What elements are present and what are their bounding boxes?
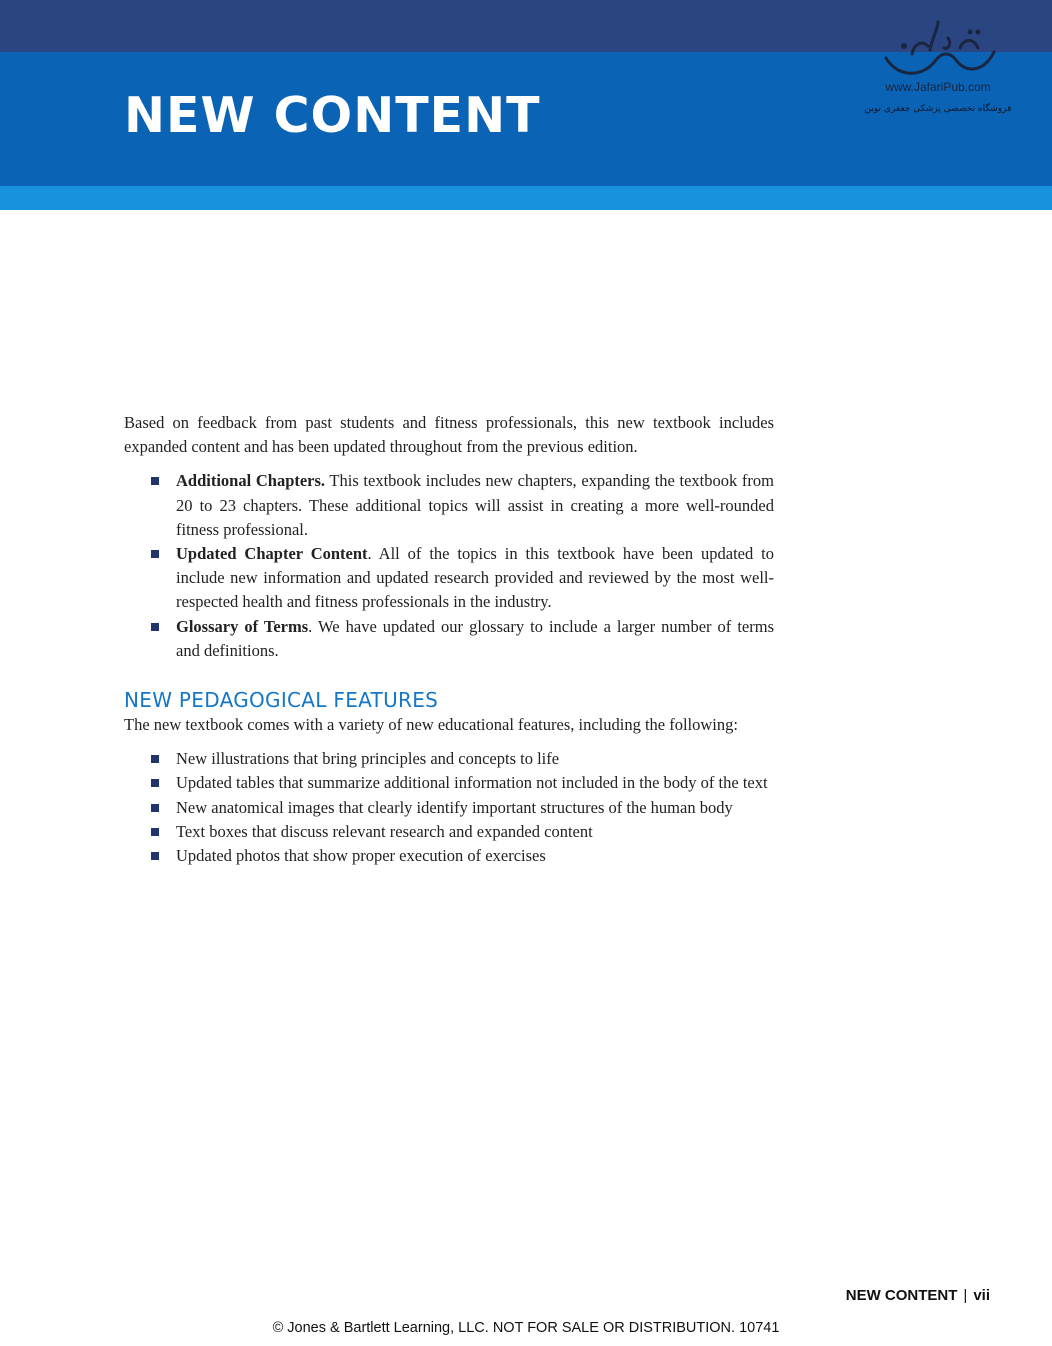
bullet-square-icon bbox=[151, 804, 159, 812]
jafari-calligraphy-logo-icon bbox=[878, 18, 998, 80]
list-item bbox=[176, 796, 774, 820]
page-title: NEW CONTENT bbox=[124, 87, 541, 144]
section-heading: NEW PEDAGOGICAL FEATURES bbox=[124, 688, 439, 713]
footer-section-name: NEW CONTENT bbox=[845, 1287, 958, 1304]
bullet-square-icon bbox=[151, 623, 159, 631]
feature-text: New illustrations that bring principles and concepts to life bbox=[176, 749, 560, 769]
item-text: . All of the topics in this textbook have been updated to include new information and updated research provided and reviewed by the most well-respected health and fitness professionals in the industry. bbox=[176, 544, 774, 612]
list-item bbox=[176, 747, 774, 771]
feature-text: Updated photos that show proper execution of exercises bbox=[176, 846, 546, 866]
bullet-square-icon bbox=[151, 550, 159, 558]
list-item bbox=[176, 771, 774, 795]
bullet-square-icon bbox=[151, 779, 159, 787]
features-list bbox=[124, 747, 774, 868]
publisher-subtitle: فروشگاه تخصصی پزشکی جعفری نوین bbox=[864, 104, 1012, 114]
item-title: Additional Chapters. bbox=[176, 471, 326, 491]
running-footer bbox=[846, 1287, 990, 1304]
bullet-square-icon bbox=[151, 852, 159, 860]
list-item bbox=[176, 820, 774, 844]
feature-text: Text boxes that discuss relevant research and expanded content bbox=[176, 821, 593, 841]
main-content bbox=[124, 411, 774, 868]
feature-text: New anatomical images that clearly identify important structures of the human body bbox=[176, 797, 733, 817]
copyright-notice: © Jones & Bartlett Learning, LLC. NOT FOR SALE OR DISTRIBUTION. 10741 bbox=[272, 1320, 780, 1336]
list-item bbox=[176, 469, 774, 542]
intro-paragraph: Based on feedback from past students and fitness professionals, this new textbook includes expanded content and has been updated throughout from the previous edition. bbox=[124, 413, 774, 457]
item-title: Glossary of Terms bbox=[176, 616, 309, 636]
page-number: vii bbox=[973, 1287, 990, 1304]
list-item bbox=[176, 542, 774, 615]
features-intro: The new textbook comes with a variety of new educational features, including the following: bbox=[124, 715, 738, 735]
list-item bbox=[176, 615, 774, 663]
bullet-square-icon bbox=[151, 477, 159, 485]
bullet-square-icon bbox=[151, 755, 159, 763]
item-title: Updated Chapter Content bbox=[176, 544, 368, 564]
bullet-square-icon bbox=[151, 828, 159, 836]
footer-separator: | bbox=[963, 1287, 968, 1304]
feature-text: Updated tables that summarize additional information not included in the body of the text bbox=[176, 773, 768, 793]
item-text: . We have updated our glossary to include a larger number of terms and definitions. bbox=[176, 616, 774, 660]
list-item bbox=[176, 844, 774, 868]
item-text: This textbook includes new chapters, expanding the textbook from 20 to 23 chapters. These additional topics will assist in creating a more well-rounded fitness professional. bbox=[176, 471, 774, 539]
publisher-url: www.JafariPub.com bbox=[885, 80, 991, 94]
header-accent-band bbox=[0, 186, 1052, 210]
content-list bbox=[124, 469, 774, 663]
publisher-logo bbox=[852, 18, 1024, 122]
